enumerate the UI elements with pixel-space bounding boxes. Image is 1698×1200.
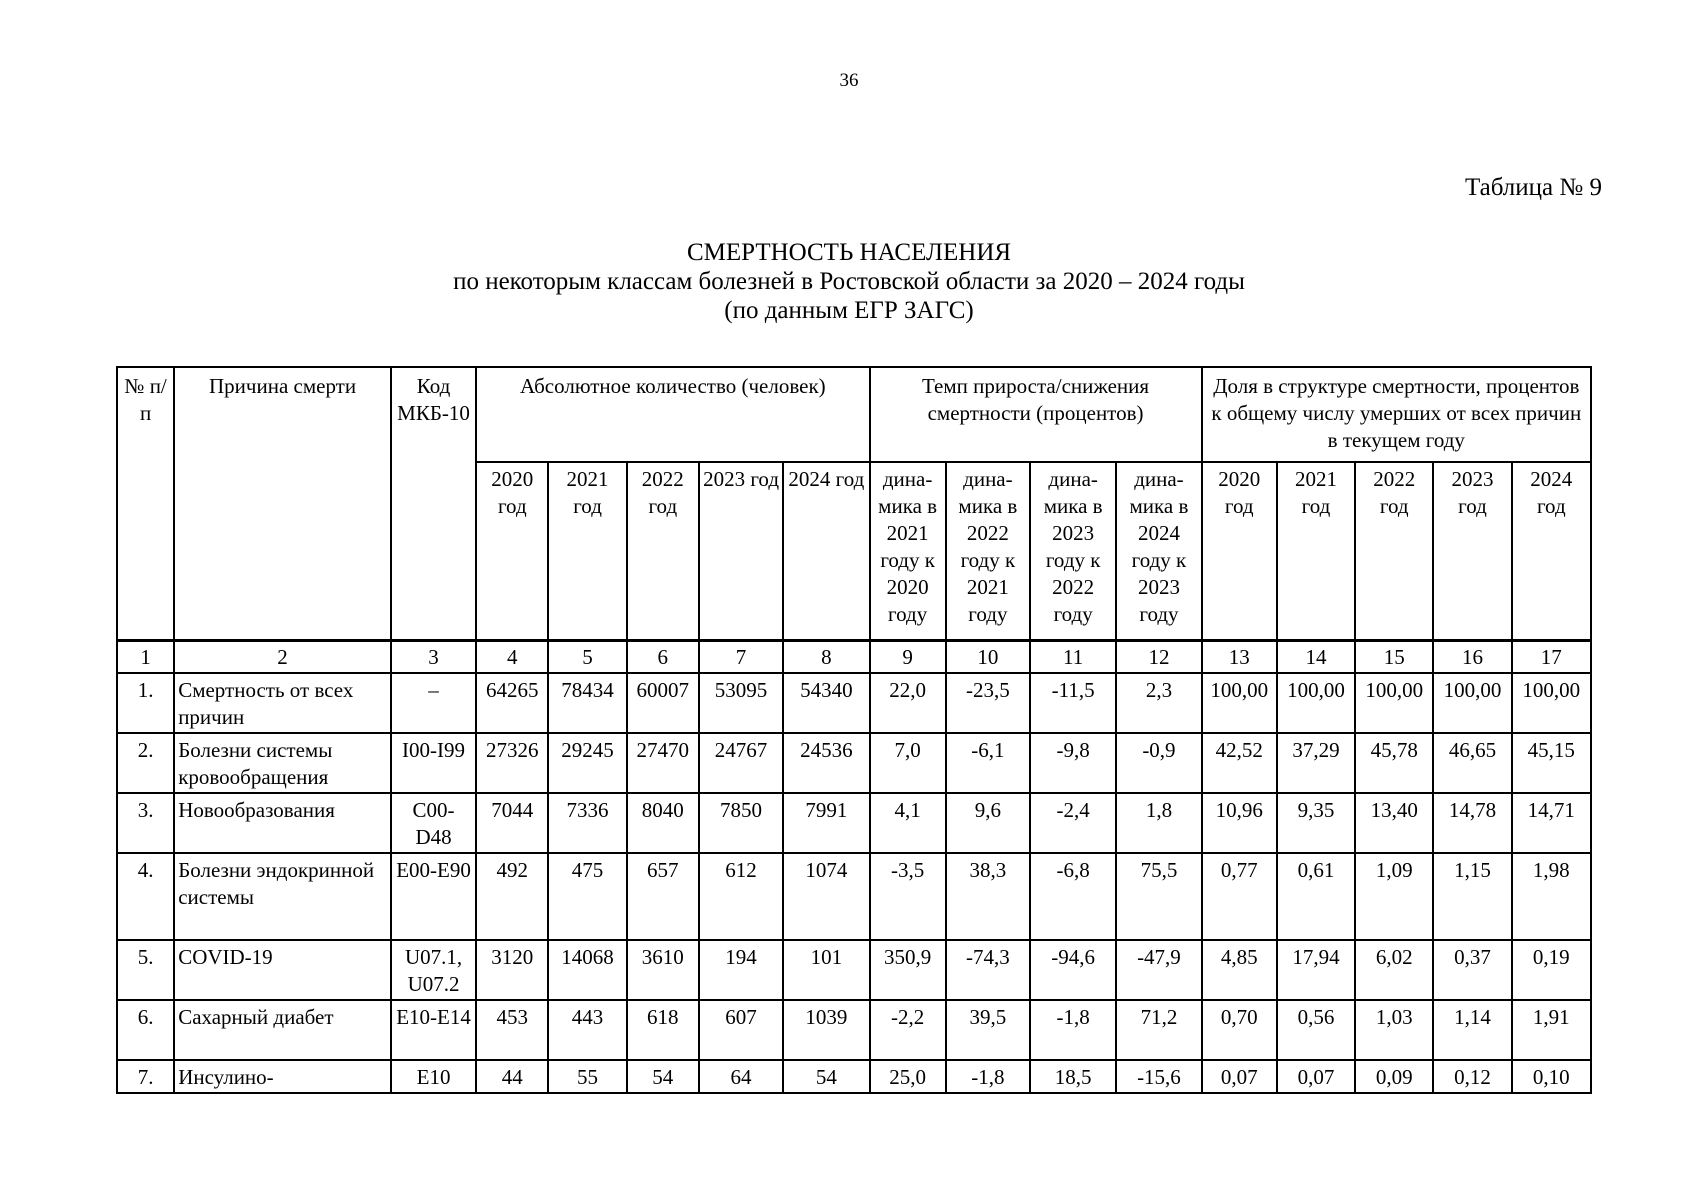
row-share-value: 0,12 xyxy=(1433,1060,1511,1093)
row-absolute-value: 24536 xyxy=(783,733,869,793)
row-absolute-value: 101 xyxy=(783,940,869,1000)
header-share-year: 2022 год xyxy=(1355,462,1433,641)
header-dynamics: дина-мика в 2024 году к 2023 году xyxy=(1116,462,1201,641)
row-absolute-value: 612 xyxy=(699,853,783,940)
row-absolute-value: 194 xyxy=(699,940,783,1000)
row-absolute-value: 492 xyxy=(476,853,548,940)
title-line-3: (по данным ЕГР ЗАГС) xyxy=(724,297,974,324)
row-dynamics-value: 18,5 xyxy=(1030,1060,1116,1093)
header-num: № п/п xyxy=(117,367,174,641)
title-line-2: по некоторым классам болезней в Ростовской области за 2020 – 2024 годы xyxy=(453,268,1245,295)
column-number: 2 xyxy=(174,641,391,674)
row-dynamics-value: -47,9 xyxy=(1116,940,1201,1000)
row-absolute-value: 3610 xyxy=(627,940,699,1000)
header-cause: Причина смерти xyxy=(174,367,391,641)
row-number: 3. xyxy=(117,793,174,853)
row-absolute-value: 657 xyxy=(627,853,699,940)
row-dynamics-value: 9,6 xyxy=(946,793,1030,853)
row-number: 5. xyxy=(117,940,174,1000)
row-share-value: 0,70 xyxy=(1202,1000,1277,1060)
row-absolute-value: 453 xyxy=(476,1000,548,1060)
row-absolute-value: 1074 xyxy=(783,853,869,940)
row-number: 4. xyxy=(117,853,174,940)
row-number: 2. xyxy=(117,733,174,793)
row-number: 1. xyxy=(117,673,174,733)
mortality-table xyxy=(116,366,1592,1094)
row-share-value: 0,61 xyxy=(1277,853,1355,940)
row-share-value: 100,00 xyxy=(1277,673,1355,733)
row-absolute-value: 60007 xyxy=(627,673,699,733)
header-growth: Темп прироста/снижения смертности (процентов) xyxy=(870,367,1202,462)
column-number: 15 xyxy=(1355,641,1433,674)
row-share-value: 100,00 xyxy=(1202,673,1277,733)
column-number: 14 xyxy=(1277,641,1355,674)
table-title xyxy=(0,238,1698,325)
row-share-value: 45,78 xyxy=(1355,733,1433,793)
row-absolute-value: 44 xyxy=(476,1060,548,1093)
header-absolute: Абсолютное количество (человек) xyxy=(476,367,869,462)
column-number: 5 xyxy=(548,641,626,674)
row-share-value: 0,10 xyxy=(1512,1060,1591,1093)
row-absolute-value: 64265 xyxy=(476,673,548,733)
header-dynamics: дина-мика в 2022 году к 2021 году xyxy=(946,462,1030,641)
column-number: 9 xyxy=(870,641,946,674)
row-share-value: 0,37 xyxy=(1433,940,1511,1000)
row-share-value: 0,77 xyxy=(1202,853,1277,940)
row-absolute-value: 7991 xyxy=(783,793,869,853)
header-abs-year: 2023 год xyxy=(699,462,783,641)
row-absolute-value: 475 xyxy=(548,853,626,940)
row-absolute-value: 27326 xyxy=(476,733,548,793)
header-abs-year: 2021 год xyxy=(548,462,626,641)
table-label: Таблица № 9 xyxy=(1464,174,1602,201)
row-dynamics-value: -1,8 xyxy=(946,1060,1030,1093)
row-dynamics-value: 75,5 xyxy=(1116,853,1201,940)
row-absolute-value: 618 xyxy=(627,1000,699,1060)
table-row xyxy=(117,853,1591,940)
row-icd-code: E10-E14 xyxy=(391,1000,476,1060)
row-dynamics-value: 71,2 xyxy=(1116,1000,1201,1060)
row-dynamics-value: 22,0 xyxy=(870,673,946,733)
row-share-value: 0,19 xyxy=(1512,940,1591,1000)
row-dynamics-value: 1,8 xyxy=(1116,793,1201,853)
row-icd-code: I00-I99 xyxy=(391,733,476,793)
row-number: 6. xyxy=(117,1000,174,1060)
row-dynamics-value: -6,8 xyxy=(1030,853,1116,940)
row-dynamics-value: -3,5 xyxy=(870,853,946,940)
row-absolute-value: 55 xyxy=(548,1060,626,1093)
row-absolute-value: 7044 xyxy=(476,793,548,853)
row-share-value: 100,00 xyxy=(1512,673,1591,733)
row-absolute-value: 7336 xyxy=(548,793,626,853)
header-share-year: 2024 год xyxy=(1512,462,1591,641)
row-dynamics-value: 39,5 xyxy=(946,1000,1030,1060)
row-absolute-value: 27470 xyxy=(627,733,699,793)
row-share-value: 37,29 xyxy=(1277,733,1355,793)
row-share-value: 1,03 xyxy=(1355,1000,1433,1060)
row-share-value: 0,56 xyxy=(1277,1000,1355,1060)
header-abs-year: 2024 год xyxy=(783,462,869,641)
column-number: 12 xyxy=(1116,641,1201,674)
row-absolute-value: 54 xyxy=(627,1060,699,1093)
row-share-value: 0,09 xyxy=(1355,1060,1433,1093)
row-cause: Новообразования xyxy=(174,793,391,853)
header-dynamics: дина-мика в 2021 году к 2020 году xyxy=(870,462,946,641)
row-absolute-value: 14068 xyxy=(548,940,626,1000)
row-dynamics-value: -74,3 xyxy=(946,940,1030,1000)
row-absolute-value: 443 xyxy=(548,1000,626,1060)
row-share-value: 100,00 xyxy=(1355,673,1433,733)
row-dynamics-value: -15,6 xyxy=(1116,1060,1201,1093)
column-number: 11 xyxy=(1030,641,1116,674)
row-share-value: 4,85 xyxy=(1202,940,1277,1000)
row-cause: COVID-19 xyxy=(174,940,391,1000)
column-number-row xyxy=(117,641,1591,674)
column-number: 3 xyxy=(391,641,476,674)
header-abs-year: 2020 год xyxy=(476,462,548,641)
row-absolute-value: 53095 xyxy=(699,673,783,733)
row-share-value: 1,14 xyxy=(1433,1000,1511,1060)
row-cause: Болезни системы кровообращения xyxy=(174,733,391,793)
row-number: 7. xyxy=(117,1060,174,1093)
page-number: 36 xyxy=(839,70,859,91)
row-absolute-value: 607 xyxy=(699,1000,783,1060)
row-dynamics-value: 2,3 xyxy=(1116,673,1201,733)
header-row-top xyxy=(117,367,1591,462)
table-row xyxy=(117,1000,1591,1060)
row-dynamics-value: 7,0 xyxy=(870,733,946,793)
row-absolute-value: 54 xyxy=(783,1060,869,1093)
column-number: 6 xyxy=(627,641,699,674)
row-cause: Инсулино- xyxy=(174,1060,391,1093)
row-share-value: 1,91 xyxy=(1512,1000,1591,1060)
row-dynamics-value: -6,1 xyxy=(946,733,1030,793)
row-cause: Сахарный диабет xyxy=(174,1000,391,1060)
row-share-value: 42,52 xyxy=(1202,733,1277,793)
title-line-1: СМЕРТНОСТЬ НАСЕЛЕНИЯ xyxy=(686,239,1012,266)
row-absolute-value: 7850 xyxy=(699,793,783,853)
row-dynamics-value: -2,4 xyxy=(1030,793,1116,853)
table-row xyxy=(117,1060,1591,1093)
row-icd-code: E10 xyxy=(391,1060,476,1093)
row-share-value: 1,98 xyxy=(1512,853,1591,940)
column-number: 8 xyxy=(783,641,869,674)
row-absolute-value: 29245 xyxy=(548,733,626,793)
row-share-value: 45,15 xyxy=(1512,733,1591,793)
row-dynamics-value: -0,9 xyxy=(1116,733,1201,793)
row-absolute-value: 3120 xyxy=(476,940,548,1000)
row-icd-code: U07.1, U07.2 xyxy=(391,940,476,1000)
row-share-value: 9,35 xyxy=(1277,793,1355,853)
row-share-value: 46,65 xyxy=(1433,733,1511,793)
header-share-year: 2021 год xyxy=(1277,462,1355,641)
header-icd: Код МКБ-10 xyxy=(391,367,476,641)
header-abs-year: 2022 год xyxy=(627,462,699,641)
table-body xyxy=(117,673,1591,1093)
row-absolute-value: 64 xyxy=(699,1060,783,1093)
table-row xyxy=(117,673,1591,733)
row-dynamics-value: 4,1 xyxy=(870,793,946,853)
row-dynamics-value: -1,8 xyxy=(1030,1000,1116,1060)
row-dynamics-value: -94,6 xyxy=(1030,940,1116,1000)
row-share-value: 100,00 xyxy=(1433,673,1511,733)
row-dynamics-value: -11,5 xyxy=(1030,673,1116,733)
column-number: 1 xyxy=(117,641,174,674)
row-dynamics-value: -2,2 xyxy=(870,1000,946,1060)
row-absolute-value: 8040 xyxy=(627,793,699,853)
header-dynamics: дина-мика в 2023 году к 2022 году xyxy=(1030,462,1116,641)
row-dynamics-value: 25,0 xyxy=(870,1060,946,1093)
table-row xyxy=(117,733,1591,793)
table-row xyxy=(117,940,1591,1000)
row-share-value: 0,07 xyxy=(1202,1060,1277,1093)
row-icd-code: – xyxy=(391,673,476,733)
row-share-value: 0,07 xyxy=(1277,1060,1355,1093)
row-share-value: 17,94 xyxy=(1277,940,1355,1000)
row-share-value: 14,78 xyxy=(1433,793,1511,853)
column-number: 10 xyxy=(946,641,1030,674)
row-absolute-value: 24767 xyxy=(699,733,783,793)
row-share-value: 13,40 xyxy=(1355,793,1433,853)
row-dynamics-value: -9,8 xyxy=(1030,733,1116,793)
header-share-year: 2020 год xyxy=(1202,462,1277,641)
header-share-year: 2023 год xyxy=(1433,462,1511,641)
column-number: 7 xyxy=(699,641,783,674)
row-share-value: 1,09 xyxy=(1355,853,1433,940)
row-share-value: 14,71 xyxy=(1512,793,1591,853)
column-number: 17 xyxy=(1512,641,1591,674)
row-absolute-value: 54340 xyxy=(783,673,869,733)
row-cause: Смертность от всех причин xyxy=(174,673,391,733)
row-icd-code: E00-E90 xyxy=(391,853,476,940)
row-icd-code: C00-D48 xyxy=(391,793,476,853)
table-row xyxy=(117,793,1591,853)
row-share-value: 1,15 xyxy=(1433,853,1511,940)
row-dynamics-value: 38,3 xyxy=(946,853,1030,940)
row-share-value: 6,02 xyxy=(1355,940,1433,1000)
column-number: 16 xyxy=(1433,641,1511,674)
header-share: Доля в структуре смертности, процентов к общему числу умерших от всех причин в текущем году xyxy=(1202,367,1591,462)
row-dynamics-value: -23,5 xyxy=(946,673,1030,733)
row-absolute-value: 78434 xyxy=(548,673,626,733)
row-absolute-value: 1039 xyxy=(783,1000,869,1060)
row-cause: Болезни эндокринной системы xyxy=(174,853,391,940)
column-number: 4 xyxy=(476,641,548,674)
row-dynamics-value: 350,9 xyxy=(870,940,946,1000)
column-number: 13 xyxy=(1202,641,1277,674)
row-share-value: 10,96 xyxy=(1202,793,1277,853)
